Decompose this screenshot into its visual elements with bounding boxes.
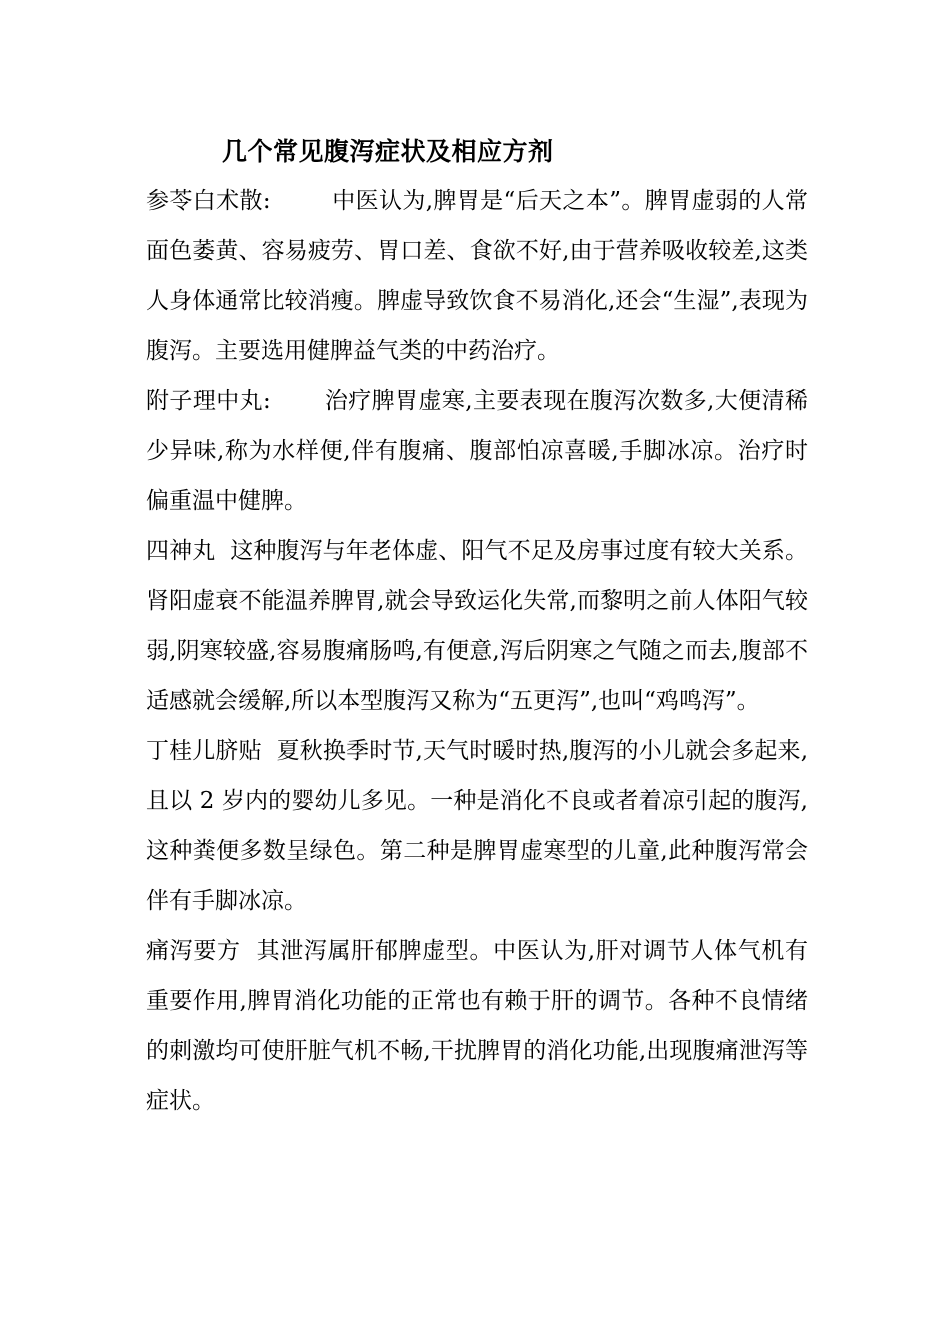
paragraph-dinggui-qitie bbox=[146, 726, 808, 926]
formula-name: 四神丸 bbox=[146, 538, 216, 564]
gap bbox=[271, 388, 325, 414]
paragraph-text: 中医认为,脾胃是“后天之本”。脾胃虚弱的人常面色萎黄、容易疲劳、胃口差、食欲不好,由于营养吸收较差,这类人身体通常比较消瘦。脾虚导致饮食不易消化,还会“生湿”,表现为腹泻。主要选用健脾益气类的中药治疗。 bbox=[146, 188, 808, 364]
gap bbox=[241, 938, 257, 964]
gap bbox=[215, 538, 230, 564]
formula-name: 参苓白术散: bbox=[146, 188, 271, 214]
gap bbox=[262, 738, 277, 764]
paragraph-shenling-baizhu-san bbox=[146, 176, 808, 376]
paragraph-text: 这种腹泻与年老体虚、阳气不足及房事过度有较大关系。肾阳虚衰不能温养脾胃,就会导致运化失常,而黎明之前人体阳气较弱,阴寒较盛,容易腹痛肠鸣,有便意,泻后阴寒之气随之而去,腹部不适感就会缓解,所以本型腹泻又称为“五更泻”,也叫“鸡鸣泻”。 bbox=[146, 538, 809, 714]
paragraph-text: 夏秋换季时节,天气时暖时热,腹泻的小儿就会多起来,且以 2 岁内的婴幼儿多见。一种是消化不良或者着凉引起的腹泻,这种粪便多数呈绿色。第二种是脾胃虚寒型的儿童,此种腹泻常会伴有手脚冰凉。 bbox=[146, 738, 809, 914]
document-body bbox=[146, 176, 808, 1126]
formula-name: 附子理中丸: bbox=[146, 388, 271, 414]
gap bbox=[271, 188, 333, 214]
paragraph-fuzi-lizhong-wan bbox=[146, 376, 808, 526]
paragraph-tongxie-yaofang bbox=[146, 926, 808, 1126]
formula-name: 痛泻要方 bbox=[146, 938, 241, 964]
paragraph-sishen-wan bbox=[146, 526, 808, 726]
paragraph-text: 治疗脾胃虚寒,主要表现在腹泻次数多,大便清稀少异味,称为水样便,伴有腹痛、腹部怕凉喜暖,手脚冰凉。治疗时偏重温中健脾。 bbox=[146, 388, 809, 514]
document-title: 几个常见腹泻症状及相应方剂 bbox=[222, 137, 554, 166]
formula-name: 丁桂儿脐贴 bbox=[146, 738, 262, 764]
paragraph-text: 其泄泻属肝郁脾虚型。中医认为,肝对调节人体气机有重要作用,脾胃消化功能的正常也有赖于肝的调节。各种不良情绪的刺激均可使肝脏气机不畅,干扰脾胃的消化功能,出现腹痛泄泻等症状。 bbox=[146, 938, 809, 1114]
